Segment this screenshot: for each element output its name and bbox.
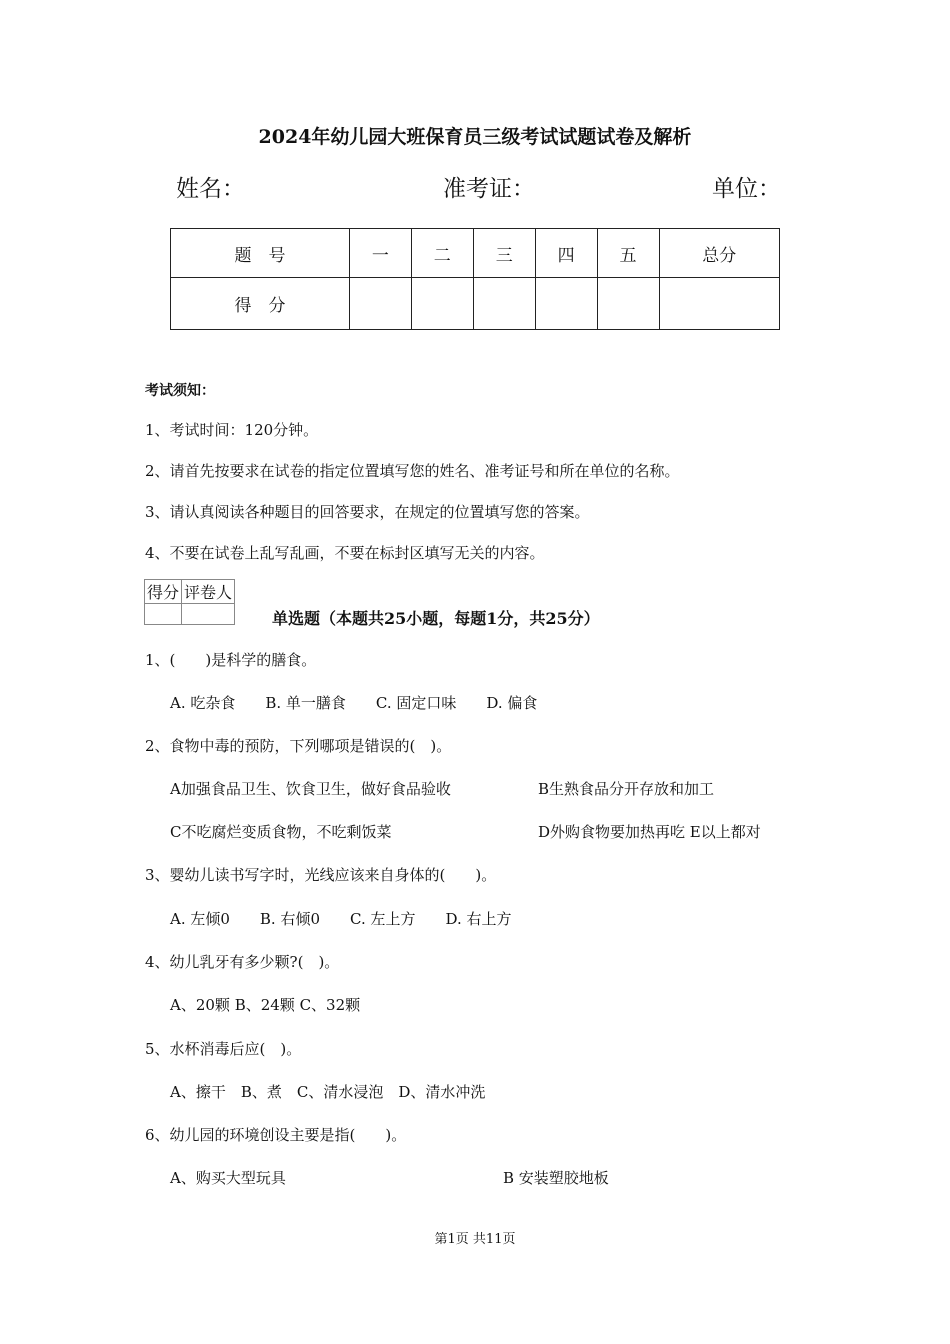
score-cell[interactable] [659,278,779,330]
question-3: 3、婴幼儿读书写字时，光线应该来自身体的( )。 [145,866,497,884]
document-title: 2024年幼儿园大班保育员三级考试试题试卷及解析 [258,126,692,148]
question-5-options: A、擦干 B、煮 C、清水浸泡 D、清水冲洗 [170,1083,486,1101]
notice-item: 2、请首先按要求在试卷的指定位置填写您的姓名、准考证号和所在单位的名称。 [145,462,680,480]
header-cell: 三 [473,229,535,278]
grader-box-grader-cell[interactable] [182,604,235,625]
score-table-header-row [171,229,780,278]
score-cell[interactable] [597,278,659,330]
notice-item: 1、考试时间：120分钟。 [145,421,319,439]
score-table [170,228,780,330]
header-cell: 一 [349,229,411,278]
score-row-label: 得 分 [171,278,350,330]
exam-number-field-label: 准考证： [443,176,535,202]
header-cell: 总分 [659,229,779,278]
header-cell: 四 [535,229,597,278]
unit-field-label: 单位： [712,176,781,202]
notice-item: 4、不要在试卷上乱写乱画，不要在标封区填写无关的内容。 [145,544,545,562]
question-2: 2、食物中毒的预防，下列哪项是错误的( )。 [145,737,452,755]
name-field-label: 姓名： [176,176,245,202]
question-6-option-a: A、购买大型玩具 [170,1169,286,1187]
score-table-score-row [171,278,780,330]
notice-heading: 考试须知： [145,383,215,399]
header-cell: 二 [411,229,473,278]
question-4: 4、幼儿乳牙有多少颗?( )。 [145,953,340,971]
question-6-option-b: B 安装塑胶地板 [503,1169,609,1187]
question-2-option-d: D外购食物要加热再吃 E以上都对 [538,823,761,841]
score-cell[interactable] [473,278,535,330]
question-2-option-a: A加强食品卫生、饮食卫生，做好食品验收 [170,780,451,798]
grader-box-score-label: 得分 [145,580,182,604]
grader-box-grader-label: 评卷人 [182,580,235,604]
question-1: 1、( )是科学的膳食。 [145,651,317,669]
score-cell[interactable] [535,278,597,330]
question-4-options: A、20颗 B、24颗 C、32颗 [170,996,361,1014]
score-cell[interactable] [349,278,411,330]
question-1-options: A. 吃杂食 B. 单一膳食 C. 固定口味 D. 偏食 [170,694,538,712]
header-cell: 五 [597,229,659,278]
notice-item: 3、请认真阅读各种题目的回答要求，在规定的位置填写您的答案。 [145,503,590,521]
page-footer: 第1页 共11页 [434,1232,516,1247]
question-2-option-b: B生熟食品分开存放和加工 [538,780,715,798]
grader-box [144,579,235,625]
question-2-option-c: C不吃腐烂变质食物，不吃剩饭菜 [170,823,392,841]
question-3-options: A. 左倾0 B. 右倾0 C. 左上方 D. 右上方 [170,910,512,928]
question-6: 6、幼儿园的环境创设主要是指( )。 [145,1126,407,1144]
grader-box-score-cell[interactable] [145,604,182,625]
section-title: 单选题（本题共25小题，每题1分，共25分） [272,609,600,628]
score-cell[interactable] [411,278,473,330]
question-5: 5、水杯消毒后应( )。 [145,1040,302,1058]
header-cell: 题 号 [171,229,350,278]
